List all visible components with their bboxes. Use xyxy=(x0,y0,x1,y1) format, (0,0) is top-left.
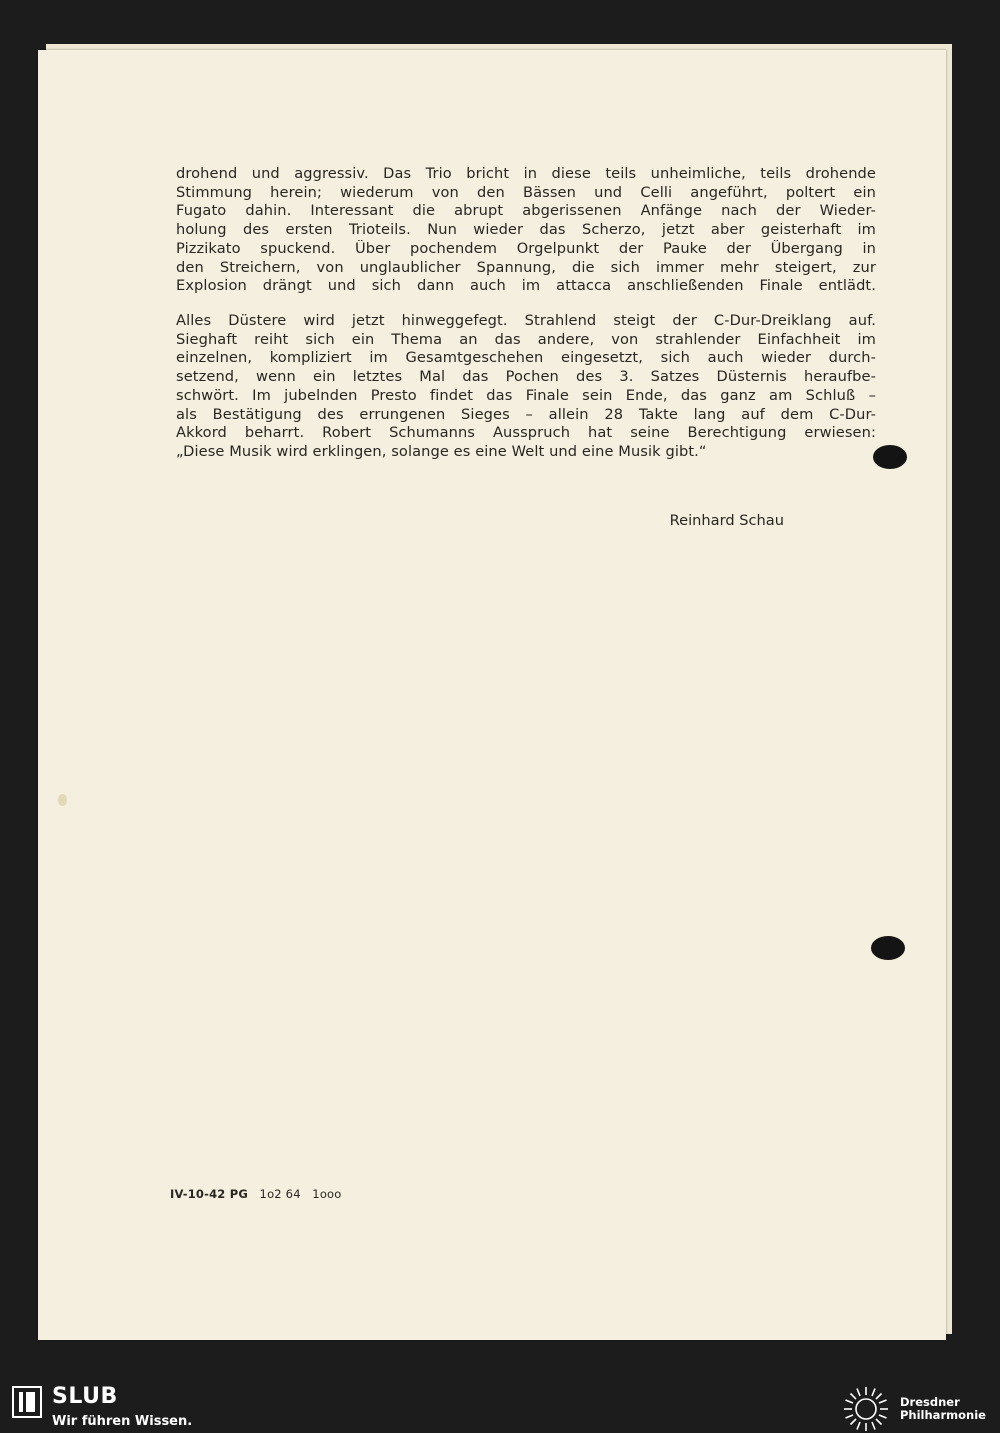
text-line: Alles Düstere wird jetzt hinweggefegt. Strahlend steigt der C-Dur-Dreiklang auf. xyxy=(176,312,876,329)
text-line: drohend und aggressiv. Das Trio bricht in diese teils unheimliche, teils drohende xyxy=(176,165,876,182)
partner-name-line2: Philharmonie xyxy=(900,1408,986,1422)
text-line: „Diese Musik wird erklingen, solange es eine Welt und eine Musik gibt.“ xyxy=(176,442,707,460)
text-line: Pizzikato spuckend. Über pochendem Orgelpunkt der Pauke der Übergang in xyxy=(176,239,876,257)
text-line: schwört. Im jubelnden Presto findet das Finale sein Ende, das ganz am Schluß – xyxy=(176,386,876,404)
text-line: als Bestätigung des errungenen Sieges – allein 28 Takte lang auf dem C-Dur- xyxy=(176,405,876,423)
partner-name xyxy=(900,1396,986,1422)
text-line: holung des ersten Trioteils. Nun wieder das Scherzo, jetzt aber geisterhaft im xyxy=(176,221,876,239)
print-code-count: 1ooo xyxy=(312,1187,342,1201)
slub-logo-icon xyxy=(12,1386,42,1418)
library-name: SLUB xyxy=(52,1384,118,1409)
author-signature: Reinhard Schau xyxy=(669,512,784,529)
text-line: den Streichern, von unglaublicher Spannung, die sich immer mehr steigert, zur xyxy=(176,258,876,276)
document-page xyxy=(38,50,946,1340)
punch-hole xyxy=(871,936,905,960)
paper-stain xyxy=(58,794,67,806)
text-line: Stimmung herein; wiederum von den Bässen und Celli angeführt, poltert ein xyxy=(176,183,876,201)
partner-name-line1: Dresdner xyxy=(900,1395,960,1409)
paragraph-2 xyxy=(176,312,876,462)
text-line: Sieghaft reiht sich ein Thema an das andere, von strahlender Einfachheit im xyxy=(176,330,876,348)
text-line: Explosion drängt und sich dann auch im attacca anschließenden Finale entlädt. xyxy=(176,277,876,295)
paragraph-1 xyxy=(176,165,876,296)
footer-bar xyxy=(0,1382,1000,1433)
punch-hole xyxy=(873,445,907,469)
philharmonie-logo-icon xyxy=(842,1385,890,1433)
print-code xyxy=(170,1187,342,1201)
library-tagline: Wir führen Wissen. xyxy=(52,1414,193,1429)
print-code-number: 1o2 64 xyxy=(259,1187,301,1201)
text-line: einzelnen, kompliziert im Gesamtgeschehen eingesetzt, sich auch wieder durch- xyxy=(176,349,876,367)
text-line: Fugato dahin. Interessant die abrupt abgerissenen Anfänge nach der Wieder- xyxy=(176,202,876,220)
text-line: setzend, wenn ein letztes Mal das Pochen des 3. Satzes Düsternis heraufbe- xyxy=(176,368,876,386)
print-code-id: IV-10-42 PG xyxy=(170,1187,248,1201)
text-line: Akkord beharrt. Robert Schumanns Ausspruch hat seine Berechtigung erwiesen: xyxy=(176,424,876,442)
